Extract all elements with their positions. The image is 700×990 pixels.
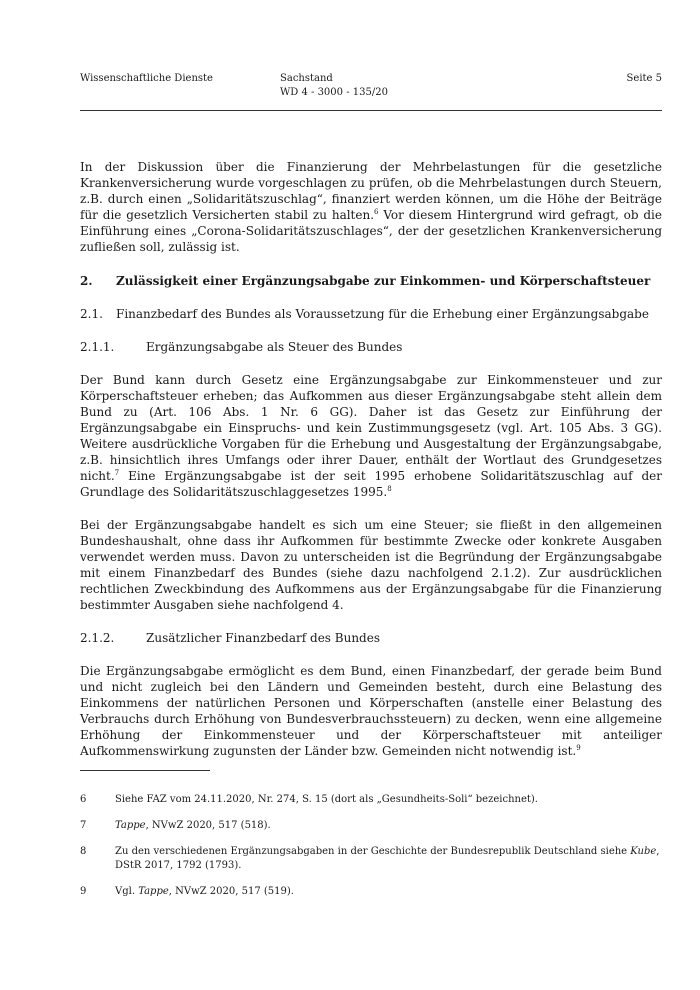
section-heading-2-1: 2.1. Finanzbedarf des Bundes als Voraussetzung für die Erhebung einer Ergänzungsabgabe: [80, 307, 649, 321]
paragraph-finanzbedarf: Die Ergänzungsabgabe ermöglicht es dem Bund, einen Finanzbedarf, der gerade beim Bund und nicht zugleich bei den Ländern und Gemeinden besteht, durch eine Belastung des Einkommens der natürlichen Personen und Körperschaften (anstelle einer Belastung des Verbrauchs durch Erhöhung von Bundesverbrauchssteuern) zu decken, wenn eine allgemeine Erhöhung der Einkommensteuer und der Körperschaftsteuer mit anteiliger Aufkommenswirkung zugunsten der Länder bzw. Gemeinden nicht notwendig ist.$^9$: [80, 664, 662, 758]
footnote-8: 8 Zu den verschiedenen Ergänzungsabgaben in der Geschichte der Bundesrepublik Deutschland siehe Kube, DStR 2017, 1792 (1793).: [80, 846, 660, 871]
section-heading-2-1-1: 2.1.1. Ergänzungsabgabe als Steuer des Bundes: [80, 340, 403, 354]
header-doc-type: Sachstand: [280, 73, 333, 84]
header-institution: Wissenschaftliche Dienste: [80, 73, 213, 84]
footnote-ref-6[interactable]: 6: [374, 208, 379, 216]
page-header: [80, 72, 662, 112]
paragraph-steuer-bundeshaushalt: Bei der Ergänzungsabgabe handelt es sich um eine Steuer; sie fließt in den allgemeinen Bundeshaushalt, ohne dass ihr Aufkommen für bestimmte Zwecke oder konkrete Ausgaben verwendet werden muss. Davon zu unterscheiden ist die Begründung der Ergänzungsabgabe mit einem Finanzbedarf des Bundes (siehe dazu nachfolgend 2.1.2). Zur ausdrücklichen rechtlichen Zweckbindung des Aufkommens aus der Ergänzungsabgabe für die Finanzierung bestimmter Ausgaben siehe nachfolgend 4.: [80, 518, 662, 612]
header-page-number: Seite 5: [626, 73, 662, 84]
footnote-author: Tappe: [115, 820, 146, 831]
footnote-9: 9 Vgl. Tappe, NVwZ 2020, 517 (519).: [80, 886, 294, 897]
footnotes: [80, 793, 662, 911]
header-divider: [80, 110, 662, 111]
section-heading-2-1-2: 2.1.2. Zusätzlicher Finanzbedarf des Bundes: [80, 631, 380, 645]
header-doc-number: WD 4 - 3000 - 135/20: [280, 87, 388, 98]
footnote-divider: [80, 770, 210, 771]
paragraph-erganzungsabgabe-steuer: Der Bund kann durch Gesetz eine Ergänzungsabgabe zur Einkommensteuer und zur Körperschaftsteuer erheben; das Aufkommen aus dieser Ergänzungsabgabe steht allein dem Bund zu (Art. 106 Abs. 1 Nr. 6 GG). Daher ist das Gesetz zur Einführung der Ergänzungsabgabe ein Einspruchs- und kein Zustimmungsgesetz (vgl. Art. 105 Abs. 3 GG). Weitere ausdrückliche Vorgaben für die Erhebung und Ausgestaltung der Ergänzungsabgabe, z.B. hinsichtlich ihres Umfangs oder ihrer Dauer, enthält der Wortlaut des Grundgesetzes nicht.$^7$ Eine Ergänzungsabgabe ist der seit 1995 erhobene Solidaritätszuschlag auf der Grundlage des Solidaritätszuschlaggesetzes 1995.$^8$: [80, 373, 662, 499]
document-body: [80, 159, 662, 759]
footnote-6: 6 Siehe FAZ vom 24.11.2020, Nr. 274, S. 15 (dort als „Gesundheits-Soli“ bezeichnet).: [80, 794, 538, 805]
footnote-7: 7 Tappe, NVwZ 2020, 517 (518).: [80, 820, 271, 831]
footnote-ref-9[interactable]: 9: [576, 744, 581, 752]
footnote-author: Kube: [630, 846, 657, 857]
footnote-author: Tappe: [138, 886, 169, 897]
footnote-ref-7[interactable]: 7: [114, 469, 120, 477]
footnote-ref-8[interactable]: 8: [387, 485, 392, 493]
intro-paragraph: In der Diskussion über die Finanzierung der Mehrbelastungen für die gesetzliche Krankenversicherung wurde vorgeschlagen zu prüfen, ob die Mehrbelastungen durch Steuern, z.B. durch einen „Solidaritätszuschlag“, finanziert werden können, um die Höhe der Beiträge für die gesetzlich Versicherten stabil zu halten.$^6$ Vor diesem Hintergrund wird gefragt, ob die Einführung eines „Corona-Solidaritätszuschlages“, der der gesetzlichen Krankenversicherung zufließen soll, zulässig ist.: [80, 160, 662, 254]
section-heading-2: 2. Zulässigkeit einer Ergänzungsabgabe zur Einkommen- und Körperschaftsteuer: [80, 274, 651, 288]
header-doc-info: [280, 72, 388, 100]
